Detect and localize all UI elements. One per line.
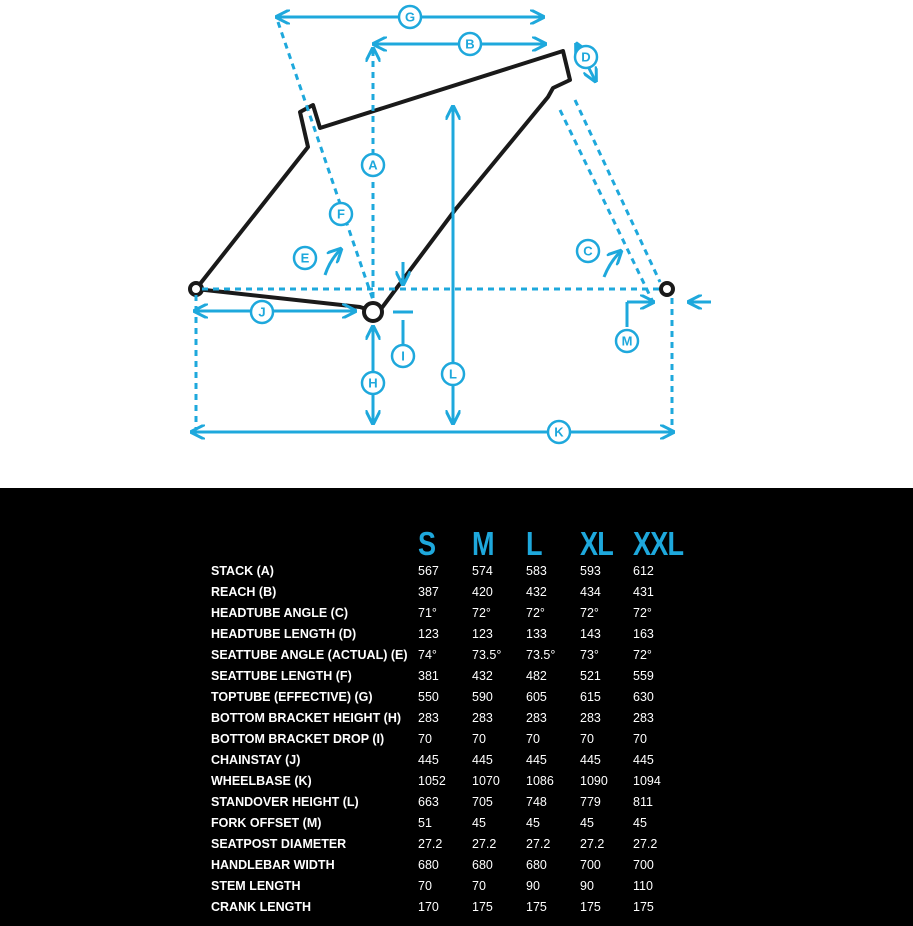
size-header-l: L — [526, 525, 542, 562]
table-cell: 45 — [580, 816, 594, 830]
row-label: STACK (A) — [211, 564, 274, 578]
table-row — [0, 666, 913, 687]
label-g — [399, 6, 421, 28]
label-m — [616, 330, 638, 352]
table-cell: 72° — [633, 648, 652, 662]
row-label: STANDOVER HEIGHT (L) — [211, 795, 359, 809]
rear-axle-dot — [190, 283, 202, 295]
table-cell: 70 — [633, 732, 647, 746]
table-cell: 567 — [418, 564, 439, 578]
row-label: STEM LENGTH — [211, 879, 301, 893]
table-cell: 90 — [580, 879, 594, 893]
label-m-text: M — [621, 333, 633, 349]
table-cell: 27.2 — [526, 837, 551, 851]
row-label: SEATTUBE LENGTH (F) — [211, 669, 352, 683]
table-cell: 680 — [472, 858, 493, 872]
table-row — [0, 750, 913, 771]
table-cell: 590 — [472, 690, 493, 704]
table-cell: 574 — [472, 564, 493, 578]
table-cell: 27.2 — [472, 837, 497, 851]
size-header-s: S — [418, 525, 436, 562]
table-cell: 445 — [580, 753, 601, 767]
size-header-row — [0, 524, 913, 564]
table-cell: 432 — [526, 585, 547, 599]
table-cell: 27.2 — [418, 837, 443, 851]
table-cell: 615 — [580, 690, 601, 704]
row-label: SEATTUBE ANGLE (ACTUAL) (E) — [211, 648, 408, 662]
size-header-m: M — [472, 525, 494, 562]
row-label: FORK OFFSET (M) — [211, 816, 322, 830]
table-cell: 420 — [472, 585, 493, 599]
table-cell: 748 — [526, 795, 547, 809]
bottom-bracket-dot — [364, 303, 382, 321]
table-cell: 445 — [526, 753, 547, 767]
table-cell: 175 — [472, 900, 493, 914]
label-a-text: A — [368, 157, 378, 173]
table-row — [0, 561, 913, 582]
dim-c-arc — [604, 252, 620, 277]
label-k — [548, 421, 570, 443]
label-k-text: K — [554, 424, 564, 440]
table-row — [0, 834, 913, 855]
table-cell: 550 — [418, 690, 439, 704]
table-cell: 45 — [526, 816, 540, 830]
table-row — [0, 687, 913, 708]
table-cell: 70 — [418, 879, 432, 893]
table-cell: 605 — [526, 690, 547, 704]
table-cell: 175 — [526, 900, 547, 914]
row-label: BOTTOM BRACKET DROP (I) — [211, 732, 385, 746]
table-cell: 170 — [418, 900, 439, 914]
front-axle-dot — [661, 283, 673, 295]
table-cell: 1052 — [418, 774, 446, 788]
row-label: WHEELBASE (K) — [211, 774, 312, 788]
row-label: CHAINSTAY (J) — [211, 753, 301, 767]
table-cell: 381 — [418, 669, 439, 683]
table-cell: 663 — [418, 795, 439, 809]
table-cell: 70 — [580, 732, 594, 746]
row-label: HEADTUBE ANGLE (C) — [211, 606, 349, 620]
label-j — [251, 301, 273, 323]
table-row — [0, 876, 913, 897]
row-label: BOTTOM BRACKET HEIGHT (H) — [211, 711, 402, 725]
row-label: REACH (B) — [211, 585, 277, 599]
table-cell: 73.5° — [472, 648, 502, 662]
frame-outline — [196, 51, 570, 313]
table-row — [0, 792, 913, 813]
table-cell: 445 — [418, 753, 439, 767]
table-cell: 612 — [633, 564, 654, 578]
table-cell: 445 — [633, 753, 654, 767]
table-cell: 1090 — [580, 774, 608, 788]
label-e — [294, 247, 316, 269]
table-cell: 72° — [580, 606, 599, 620]
row-label: HANDLEBAR WIDTH — [211, 858, 335, 872]
row-label: HEADTUBE LENGTH (D) — [211, 627, 357, 641]
label-a — [362, 154, 384, 176]
table-cell: 432 — [472, 669, 493, 683]
table-cell: 1086 — [526, 774, 554, 788]
table-cell: 71° — [418, 606, 437, 620]
label-d — [575, 46, 597, 68]
label-g-text: G — [404, 9, 416, 25]
table-cell: 123 — [418, 627, 439, 641]
table-cell: 387 — [418, 585, 439, 599]
label-b — [459, 33, 481, 55]
table-row — [0, 813, 913, 834]
label-b-text: B — [465, 36, 475, 52]
table-cell: 70 — [418, 732, 432, 746]
row-label: TOPTUBE (EFFECTIVE) (G) — [211, 690, 373, 704]
table-cell: 45 — [472, 816, 486, 830]
table-cell: 583 — [526, 564, 547, 578]
table-cell: 45 — [633, 816, 647, 830]
table-row — [0, 582, 913, 603]
table-cell: 1094 — [633, 774, 661, 788]
table-row — [0, 645, 913, 666]
row-label: SEATPOST DIAMETER — [211, 837, 347, 851]
table-cell: 72° — [472, 606, 491, 620]
table-cell: 521 — [580, 669, 601, 683]
table-cell: 143 — [580, 627, 601, 641]
label-c-text: C — [583, 243, 593, 259]
table-cell: 133 — [526, 627, 547, 641]
geometry-table — [0, 488, 913, 926]
table-row — [0, 624, 913, 645]
table-cell: 27.2 — [580, 837, 605, 851]
table-cell: 123 — [472, 627, 493, 641]
label-c — [577, 240, 599, 262]
label-f-text: F — [337, 206, 345, 222]
table-cell: 73° — [580, 648, 599, 662]
table-cell: 705 — [472, 795, 493, 809]
table-cell: 593 — [580, 564, 601, 578]
table-cell: 680 — [418, 858, 439, 872]
table-row — [0, 855, 913, 876]
table-cell: 70 — [472, 879, 486, 893]
table-cell: 163 — [633, 627, 654, 641]
table-cell: 283 — [418, 711, 439, 725]
table-cell: 73.5° — [526, 648, 556, 662]
table-cell: 700 — [580, 858, 601, 872]
table-cell: 283 — [633, 711, 654, 725]
table-cell: 559 — [633, 669, 654, 683]
table-cell: 811 — [633, 795, 653, 809]
label-h — [362, 372, 384, 394]
table-cell: 482 — [526, 669, 547, 683]
size-header-xxl: XXL — [633, 525, 684, 562]
table-cell: 51 — [418, 816, 432, 830]
table-cell: 70 — [526, 732, 540, 746]
table-row — [0, 708, 913, 729]
label-l-text: L — [449, 366, 457, 382]
label-j-text: J — [258, 304, 266, 320]
table-cell: 110 — [633, 879, 653, 893]
table-cell: 630 — [633, 690, 654, 704]
table-cell: 1070 — [472, 774, 500, 788]
table-cell: 72° — [526, 606, 545, 620]
table-row — [0, 729, 913, 750]
table-cell: 90 — [526, 879, 540, 893]
table-cell: 434 — [580, 585, 601, 599]
label-f — [330, 203, 352, 225]
table-cell: 431 — [633, 585, 654, 599]
label-i-text: I — [401, 348, 405, 364]
table-cell: 283 — [580, 711, 601, 725]
label-i — [392, 345, 414, 367]
table-cell: 27.2 — [633, 837, 658, 851]
label-e-text: E — [300, 250, 310, 266]
table-cell: 72° — [633, 606, 652, 620]
table-cell: 175 — [580, 900, 601, 914]
row-label: CRANK LENGTH — [211, 900, 311, 914]
label-l — [442, 363, 464, 385]
table-cell: 779 — [580, 795, 601, 809]
table-cell: 70 — [472, 732, 486, 746]
dim-e-arc — [325, 250, 340, 275]
table-row — [0, 603, 913, 624]
label-h-text: H — [368, 375, 378, 391]
table-cell: 74° — [418, 648, 437, 662]
size-header-xl: XL — [580, 525, 613, 562]
table-cell: 445 — [472, 753, 493, 767]
table-cell: 680 — [526, 858, 547, 872]
table-row — [0, 771, 913, 792]
table-cell: 700 — [633, 858, 654, 872]
table-row — [0, 897, 913, 918]
table-cell: 283 — [472, 711, 493, 725]
table-cell: 175 — [633, 900, 654, 914]
dim-g-guide — [278, 22, 373, 300]
label-d-text: D — [581, 49, 591, 65]
table-cell: 283 — [526, 711, 547, 725]
